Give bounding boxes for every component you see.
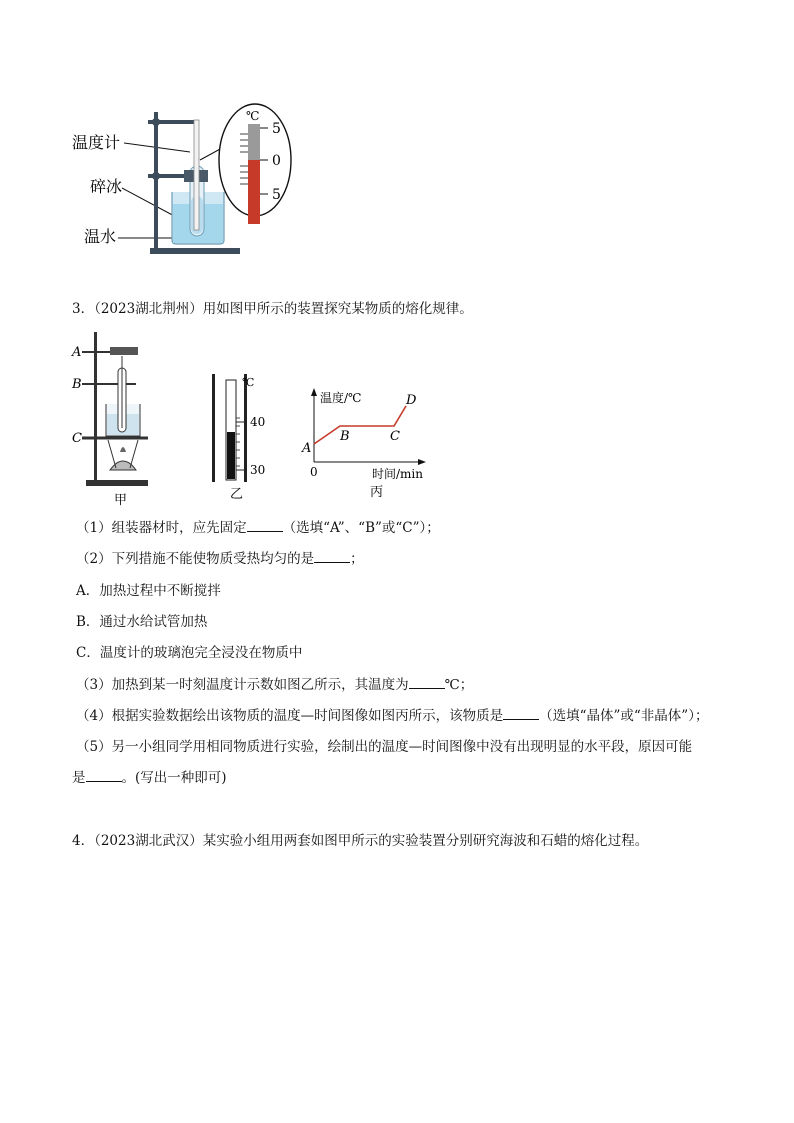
answer-blank-5[interactable] [86,769,122,782]
bing-ylabel: 温度/℃ [320,391,362,405]
bing-origin: 0 [310,465,318,479]
q3-sub2: （2）下列措施不能使物质受热均匀的是 ； [76,551,364,567]
yi-unit: ℃ [242,376,255,389]
q3-sub5-line2: 是 。(写出一种即可) [72,770,227,786]
yi-tick-30: 30 [250,463,266,477]
bing-pt-a: A [302,441,312,456]
figure-bing [296,384,436,502]
answer-blank-2[interactable] [314,550,350,563]
bing-pt-c: C [390,429,400,444]
figure-yi [206,370,276,502]
label-ice: 碎冰 [90,177,123,196]
answer-blank-4[interactable] [503,707,539,720]
q3-heading: 3．（2023湖北荆州）用如图甲所示的装置探究某物质的熔化规律。 [72,301,473,317]
jia-label-b: B [72,377,82,392]
q4-heading: 4．（2023湖北武汉）某实验小组用两套如图甲所示的实验装置分别研究海波和石蜡的熔化过程。 [72,833,649,849]
bing-caption: 丙 [370,485,384,500]
mag-tick-mid: 0 [272,153,281,169]
jia-label-a: A [72,345,82,360]
label-water: 温水 [84,227,117,246]
jia-caption: 甲 [114,493,128,508]
figure-jia [68,328,158,510]
mag-unit: ℃ [246,109,260,123]
yi-tick-40: 40 [250,415,266,429]
answer-blank-1[interactable] [247,519,283,532]
bing-xlabel: 时间/min [372,467,423,481]
jia-label-c: C [72,431,82,446]
q3-sub3: （3）加热到某一时刻温度计示数如图乙所示，其温度为 ℃； [76,677,474,693]
mag-tick-top: 5 [272,121,281,137]
answer-blank-3[interactable] [409,676,445,689]
q3-sub1: （1）组装器材时，应先固定 （选填“A”、“B”或“C”）； [76,520,440,536]
mag-tick-bot: 5 [272,187,281,203]
q3-option-a: A．加热过程中不断搅拌 [76,583,221,599]
figure-ice-apparatus [60,100,300,260]
yi-caption: 乙 [230,487,244,502]
q3-option-c: C．温度计的玻璃泡完全浸没在物质中 [76,645,303,661]
q3-sub5-line1: （5）另一小组同学用相同物质进行实验，绘制出的温度—时间图像中没有出现明显的水平段，原因可能 [76,739,693,755]
bing-pt-b: B [340,429,350,444]
q3-option-b: B．通过水给试管加热 [76,614,208,630]
q3-sub4: （4）根据实验数据绘出该物质的温度—时间图像如图丙所示，该物质是 （选填“晶体”或“非晶体”）； [76,708,709,724]
label-thermometer: 温度计 [72,133,121,152]
bing-pt-d: D [406,393,417,408]
